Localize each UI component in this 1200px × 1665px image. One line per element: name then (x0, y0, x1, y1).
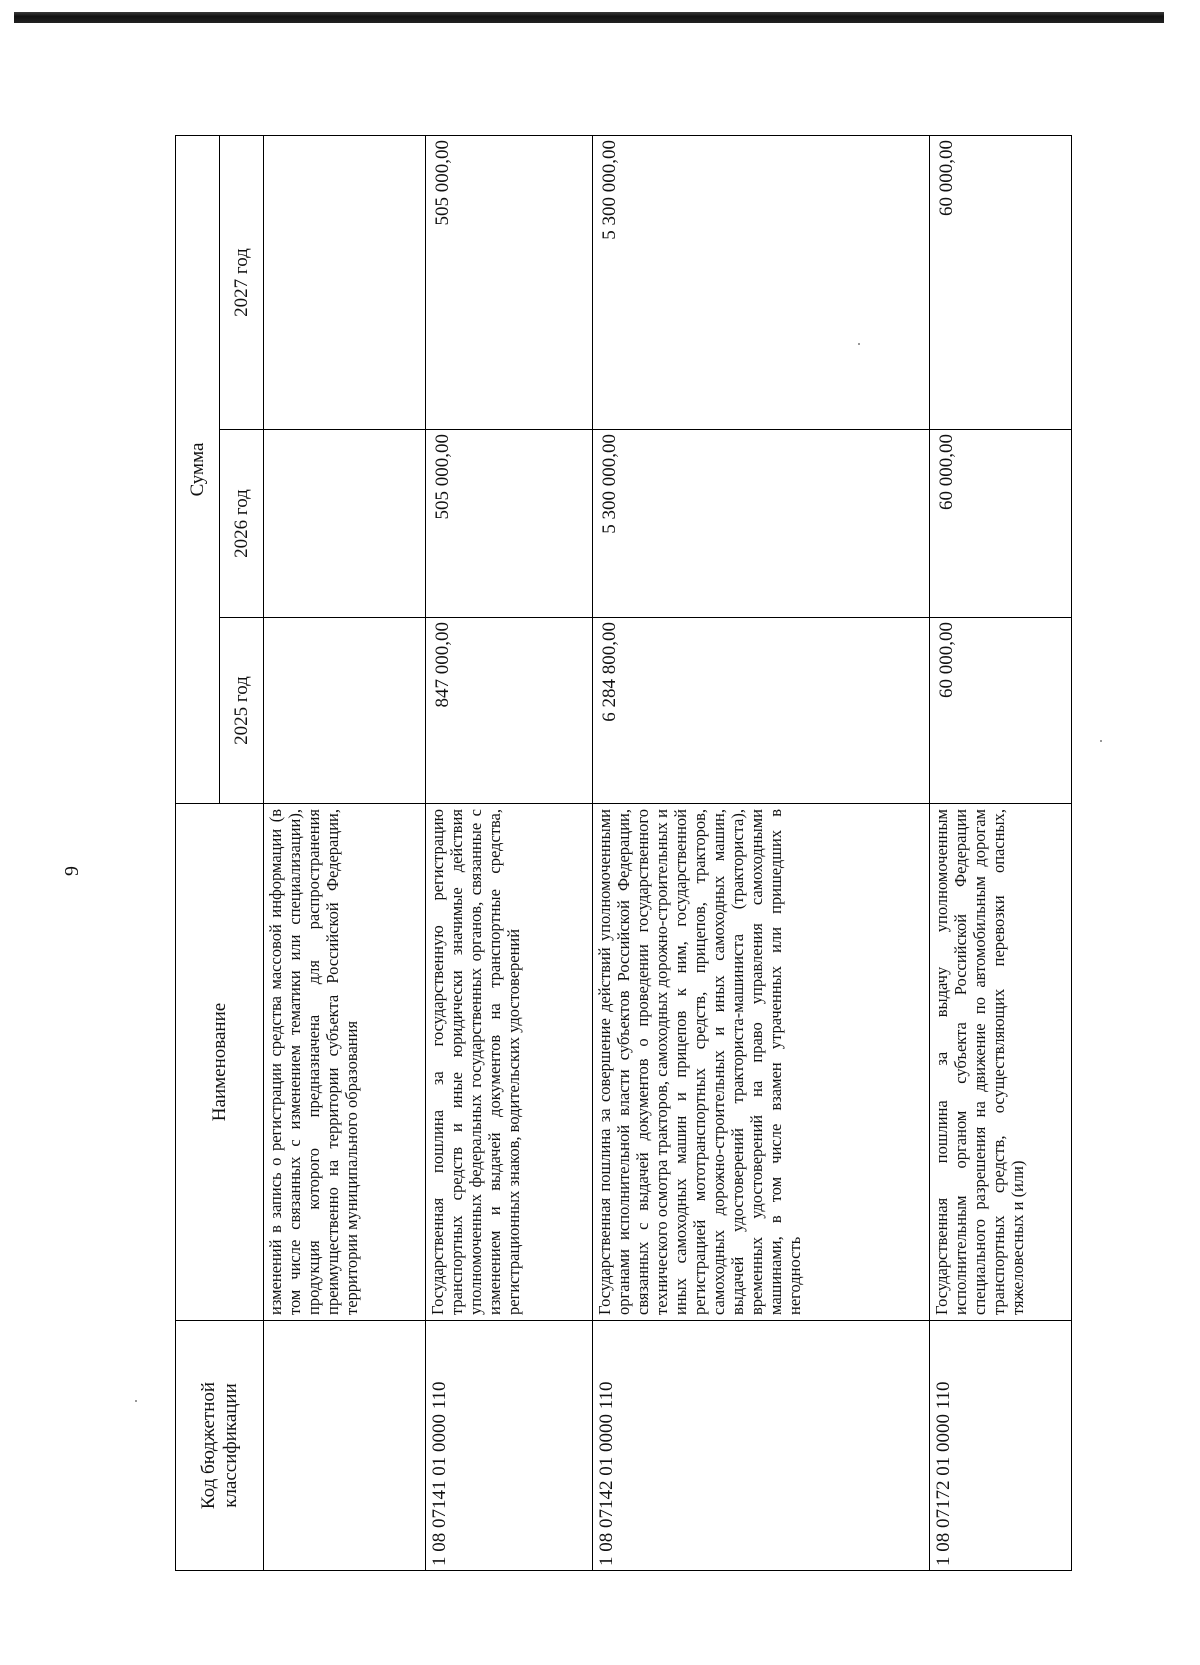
table-row (264, 136, 426, 1571)
header-year-2027: 2027 год (220, 136, 264, 430)
row-sum-2025: 847 000,00 (426, 618, 593, 804)
row-code: 1 08 07142 01 0000 110 (593, 1321, 930, 1571)
row-name: Государственная пошлина за совершение действий уполномоченными органами исполнительной власти субъектов Российской Федерации, связанных с выдачей документов о проведении государственного технического осмотра тракторов, самоходных дорожно-строительных и иных самоходных машин и прицепов к ним, государственной регистрацией мототранспортных средств, прицепов, тракторов, самоходных дорожно-строительных и иных самоходных машин, выдачей удостоверений тракториста-машиниста (тракториста), временных удостоверений на право управления самоходными машинами, в том числе взамен утраченных или пришедших в негодность (593, 804, 930, 1321)
row-sum-2026 (264, 430, 426, 618)
table-row (593, 136, 930, 1571)
scan-speck (135, 1400, 137, 1402)
row-sum-2027 (264, 136, 426, 430)
row-sum-2025: 60 000,00 (930, 618, 1072, 804)
page-number: 9 (61, 866, 83, 876)
row-code (264, 1321, 426, 1571)
row-name: изменений в запись о регистрации средства массовой информации (в том числе связанных с изменением тематики или специализации), продукция которого предназначена для распространения преимущественно на территории субъекта Российской Федерации, территории муниципального образования (264, 804, 426, 1321)
row-name: Государственная пошлина за государственную регистрацию транспортных средств и иные юридически значимые действия уполномоченных федеральных государственных органов, связанные с изменением и выдачей документов на транспортные средства, регистрационных знаков, водительских удостоверений (426, 804, 593, 1321)
scan-edge-bar (14, 12, 1164, 23)
row-code: 1 08 07172 01 0000 110 (930, 1321, 1072, 1571)
row-sum-2026: 505 000,00 (426, 430, 593, 618)
row-sum-2025 (264, 618, 426, 804)
header-row-1 (176, 136, 220, 1571)
rotated-table-frame (175, 136, 1071, 1571)
header-year-2025: 2025 год (220, 618, 264, 804)
table-row (930, 136, 1072, 1571)
header-year-2026: 2026 год (220, 430, 264, 618)
table-row (426, 136, 593, 1571)
row-sum-2027: 60 000,00 (930, 136, 1072, 430)
header-sum: Сумма (176, 136, 220, 804)
header-code: Код бюджетной классификации (176, 1321, 264, 1571)
row-sum-2026: 5 300 000,00 (593, 430, 930, 618)
row-sum-2025: 6 284 800,00 (593, 618, 930, 804)
row-code: 1 08 07141 01 0000 110 (426, 1321, 593, 1571)
row-sum-2027: 5 300 000,00 (593, 136, 930, 430)
rotated-table-content (175, 136, 1071, 1571)
row-sum-2026: 60 000,00 (930, 430, 1072, 618)
scan-speck (1100, 740, 1102, 742)
row-name: Государственная пошлина за выдачу уполномоченным исполнительным органом субъекта Российской Федерации специального разрешения на движение по автомобильным дорогам транспортных средств, осуществляющих перевозки опасных, тяжеловесных и (или) (930, 804, 1072, 1321)
header-name: Наименование (176, 804, 264, 1321)
row-sum-2027: 505 000,00 (426, 136, 593, 430)
budget-table (175, 135, 1072, 1571)
